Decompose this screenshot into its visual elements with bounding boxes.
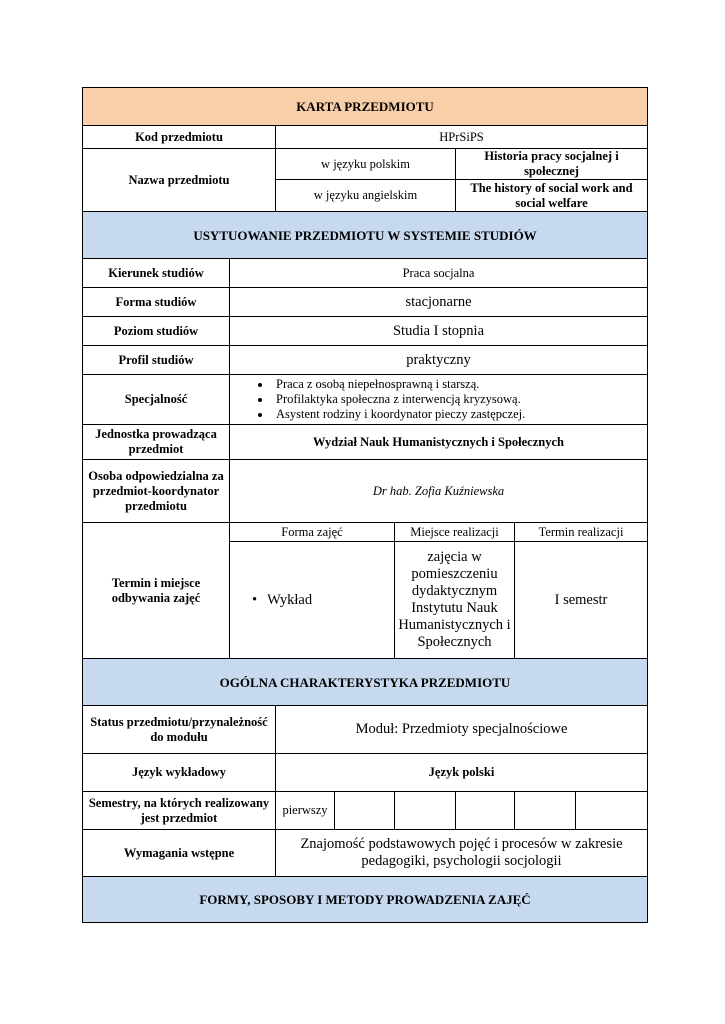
forma-value: stacjonarne	[230, 288, 648, 317]
kierunek-label: Kierunek studiów	[83, 259, 230, 288]
termin-col-forma: Forma zajęć	[230, 523, 395, 542]
wymagania-label: Wymagania wstępne	[83, 830, 276, 877]
nazwa-en-label: w języku angielskim	[276, 180, 456, 212]
specjalnosc-value	[230, 375, 648, 425]
termin-forma-value	[230, 542, 395, 659]
semestr-cell-1	[276, 792, 335, 830]
wymagania-value: Znajomość podstawowych pojęć i procesów w zakresie pedagogiki, psychologii socjologii	[276, 830, 648, 877]
termin-forma-text: Wykład	[267, 591, 313, 608]
termin-col-miejsce: Miejsce realizacji	[395, 523, 515, 542]
status-label: Status przedmiotu/przynależność do modułu	[83, 706, 276, 754]
profil-value: praktyczny	[230, 346, 648, 375]
section-charakterystyka: OGÓLNA CHARAKTERYSTYKA PRZEDMIOTU	[83, 659, 648, 706]
semestr-cell-3	[395, 792, 456, 830]
nazwa-pl-label: w języku polskim	[276, 149, 456, 180]
jezyk-value: Język polski	[276, 754, 648, 792]
specjalnosc-item: • Praca z osobą niepełnosprawną i starszą.	[272, 377, 647, 392]
jednostka-label: Jednostka prowadząca przedmiot	[83, 425, 230, 460]
jednostka-value: Wydział Nauk Humanistycznych i Społecznych	[230, 425, 648, 460]
semestr-cell-4	[456, 792, 515, 830]
course-table	[82, 87, 648, 923]
profil-label: Profil studiów	[83, 346, 230, 375]
specjalnosc-item: • Asystent rodziny i koordynator pieczy zastępczej.	[272, 407, 647, 422]
kod-label: Kod przedmiotu	[83, 126, 276, 149]
termin-col-termin: Termin realizacji	[515, 523, 648, 542]
bullet-icon: •	[252, 591, 258, 608]
nazwa-pl-value: Historia pracy socjalnej i społecznej	[456, 149, 648, 180]
semestr-cell-6	[576, 792, 648, 830]
forma-label: Forma studiów	[83, 288, 230, 317]
specjalnosc-item: • Profilaktyka społeczna z interwencją kryzysową.	[272, 392, 647, 407]
semestr-cell-2	[335, 792, 395, 830]
termin-miejsce-value: zajęcia w pomieszczeniu dydaktycznym Instytutu Nauk Humanistycznych i Społecznych	[395, 542, 515, 659]
section-usytuowanie: USYTUOWANIE PRZEDMIOTU W SYSTEMIE STUDIÓW	[83, 212, 648, 259]
specjalnosc-label: Specjalność	[83, 375, 230, 425]
termin-termin-value: I semestr	[515, 542, 648, 659]
nazwa-en-value: The history of social work and social welfare	[456, 180, 648, 212]
status-value: Moduł: Przedmioty specjalnościowe	[276, 706, 648, 754]
semestr-value: pierwszy	[282, 803, 328, 817]
kod-value: HPrSiPS	[276, 126, 648, 149]
semestry-label: Semestry, na których realizowany jest przedmiot	[83, 792, 276, 830]
section-formy: FORMY, SPOSOBY I METODY PROWADZENIA ZAJĘĆ	[83, 877, 648, 923]
jezyk-label: Język wykładowy	[83, 754, 276, 792]
semestr-cell-5	[515, 792, 576, 830]
card-title: KARTA PRZEDMIOTU	[83, 88, 648, 126]
course-card	[82, 87, 647, 923]
poziom-value: Studia I stopnia	[230, 317, 648, 346]
termin-label: Termin i miejsce odbywania zajęć	[83, 523, 230, 659]
specjalnosc-list	[230, 377, 647, 422]
nazwa-label: Nazwa przedmiotu	[83, 149, 276, 212]
poziom-label: Poziom studiów	[83, 317, 230, 346]
osoba-value: Dr hab. Zofia Kuźniewska	[230, 460, 648, 523]
osoba-label: Osoba odpowiedzialna za przedmiot-koordynator przedmiotu	[83, 460, 230, 523]
kierunek-value: Praca socjalna	[230, 259, 648, 288]
